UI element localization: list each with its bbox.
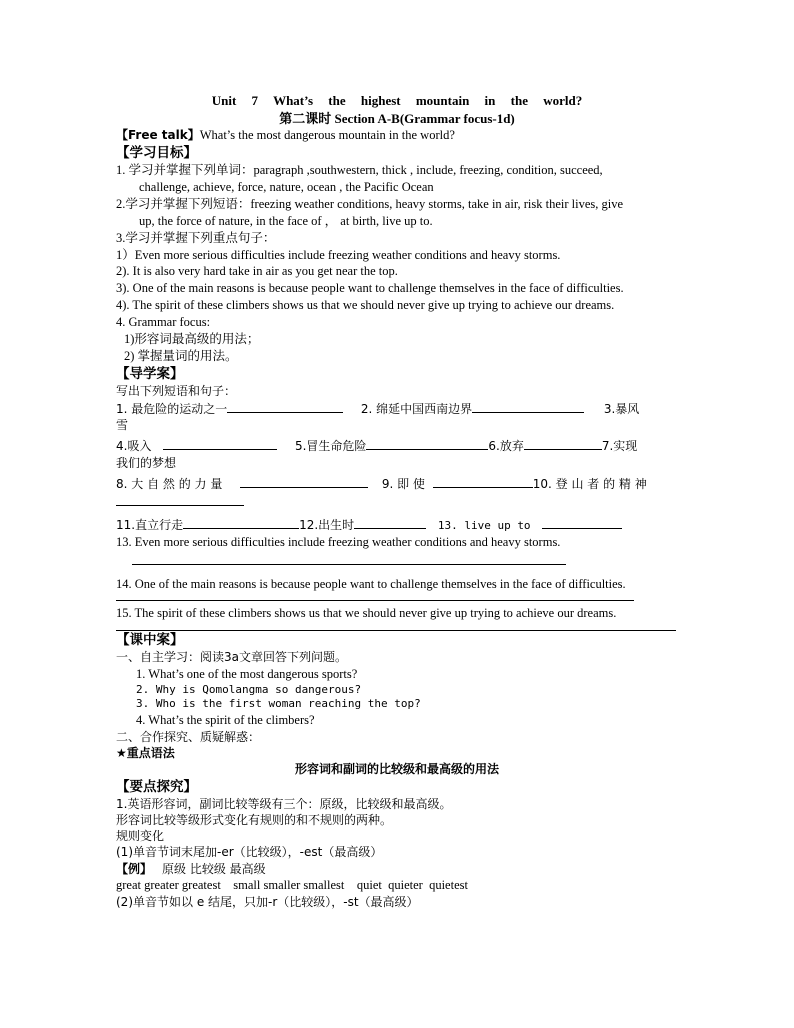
answer-line-14[interactable] <box>116 592 634 601</box>
answer-blank-4[interactable] <box>163 436 277 450</box>
goal-item-4: 4. Grammar focus: <box>116 315 211 330</box>
guide-q5-label: 5.冒生命危险 <box>294 439 367 454</box>
answer-line-13-row <box>116 551 678 570</box>
rule-2: (2)单音节如以 e 结尾，只加-r（比较级），-st（最高级） <box>116 894 419 909</box>
guide-q8-label: 8. 大 自 然 的 力 量 <box>116 476 223 491</box>
goal-item-1a: 1. 学习并掌握下列单词：paragraph ,southwestern, thick , include, freezing, condition, succeed, <box>116 163 603 178</box>
guide-q12-label: 12.出生时 <box>299 517 355 532</box>
guide-header: 【导学案】 <box>116 365 184 382</box>
grammar-focus-1: 1)形容词最高级的用法； <box>124 331 260 346</box>
goal-item-2a: 2.学习并掌握下列短语：freezing weather conditions, heavy storms, take in air, risk their lives, give <box>116 196 624 211</box>
title-line-1: Unit 7 What’s the highest mountain in the world? <box>211 93 583 108</box>
example-words: great greater greatest small smaller smallest quiet quieter quietest <box>116 877 468 892</box>
guide-sentence-14: 14. One of the main reasons is because people want to challenge themselves in the face of difficulties. <box>116 576 626 591</box>
answer-line-15[interactable] <box>116 622 676 631</box>
answer-blank-1[interactable] <box>227 399 343 413</box>
answer-blank-5[interactable] <box>366 436 488 450</box>
guide-q9-label: 9. 即 使 <box>381 476 425 491</box>
reading-question-3: 3. Who is the first woman reaching the top? <box>136 697 421 711</box>
guide-row-2 <box>116 436 678 454</box>
guide-q4-label: 4.吸入 <box>116 439 152 454</box>
explore-header: 【要点探究】 <box>116 778 197 795</box>
explore-point-2: 形容词比较等级形式变化有规则的和不规则的两种。 <box>116 813 393 828</box>
reading-questions <box>116 666 678 729</box>
guide-q1-label: 1. 最危险的运动之一 <box>116 402 228 417</box>
answer-line-13b[interactable] <box>312 551 414 565</box>
guide-row-4 <box>116 515 678 534</box>
example-line <box>116 861 678 877</box>
grammar-title: 形容词和副词的比较级和最高级的用法 <box>294 762 499 777</box>
free-talk-line <box>116 127 678 144</box>
guide-q10-label: 10. 登 山 者 的 精 神 <box>532 476 647 491</box>
answer-blank-6[interactable] <box>524 436 602 450</box>
guide-q3-cont: 雪 <box>116 418 129 433</box>
example-label: 【例】 <box>116 861 153 876</box>
key-grammar-label: ★重点语法 <box>116 746 175 761</box>
answer-blank-11[interactable] <box>183 515 299 529</box>
class-header: 【课中案】 <box>116 632 184 649</box>
self-study-line: 一、自主学习：阅读3a文章回答下列问题。 <box>116 650 347 665</box>
rule-1: (1)单音节词末尾加-er（比较级），-est（最高级） <box>116 845 383 860</box>
guide-q3-label: 3.暴风 <box>603 402 640 417</box>
reading-question-1: 1. What’s one of the most dangerous sports? <box>136 666 358 681</box>
reading-question-2: 2. Why is Qomolangma so dangerous? <box>136 682 362 696</box>
guide-q6-label: 6.放弃 <box>488 439 524 454</box>
free-talk-text: What’s the most dangerous mountain in the world? <box>199 128 455 143</box>
key-sentence-2: 2). It is also very hard take in air as you get near the top. <box>116 264 398 279</box>
example-heading: 原级 比较级 最高级 <box>162 861 266 876</box>
goals-header: 【学习目标】 <box>116 144 197 161</box>
guide-intro: 写出下列短语和句子： <box>116 383 237 398</box>
guide-sentence-15: 15. The spirit of these climbers shows us that we should never give up trying to achieve our dreams. <box>116 606 617 621</box>
explore-point-3: 规则变化 <box>116 829 165 844</box>
answer-blank-10[interactable] <box>116 492 244 506</box>
guide-row-3 <box>116 474 678 492</box>
answer-line-13c[interactable] <box>420 551 566 565</box>
free-talk-label: 【Free talk】 <box>116 128 200 143</box>
guide-q11-label: 11.直立行走 <box>116 517 184 532</box>
goal-item-2b: up, the force of nature, in the face of ， at birth, live up to. <box>139 213 433 228</box>
answer-blank-8[interactable] <box>240 474 368 488</box>
guide-q7-cont: 我们的梦想 <box>116 455 177 470</box>
answer-blank-2[interactable] <box>472 399 584 413</box>
cooperate-line: 二、合作探究、质疑解惑： <box>116 730 261 745</box>
guide-row-1 <box>116 399 678 417</box>
goal-item-3: 3.学习并掌握下列重点句子： <box>116 230 276 245</box>
grammar-focus-2: 2) 掌握量词的用法。 <box>124 348 238 363</box>
answer-blank-12[interactable] <box>354 515 426 529</box>
answer-line-13a[interactable] <box>132 551 312 565</box>
goal-item-1b: challenge, achieve, force, nature, ocean , the Pacific Ocean <box>139 180 434 195</box>
reading-question-4: 4. What’s the spirit of the climbers? <box>136 713 315 728</box>
guide-q7-label: 7.实现 <box>601 439 638 454</box>
guide-sentence-13: 13. Even more serious difficulties include freezing weather conditions and heavy storms. <box>116 534 561 549</box>
guide-q2-label: 2. 绵延中国西南边界 <box>360 402 473 417</box>
guide-q13-label: 13. live up to <box>437 518 531 532</box>
answer-blank-9[interactable] <box>433 474 533 488</box>
key-sentence-3: 3). One of the main reasons is because people want to challenge themselves in the face of difficulties. <box>116 281 624 296</box>
key-sentence-1: 1）Even more serious difficulties include freezing weather conditions and heavy storms. <box>116 247 561 262</box>
explore-point-1: 1.英语形容词，副词比较等级有三个：原级，比较级和最高级。 <box>116 796 452 811</box>
key-sentence-4: 4). The spirit of these climbers shows us that we should never give up trying to achieve our dreams. <box>116 298 615 313</box>
title-line-2: 第二课时 Section A-B(Grammar focus-1d) <box>279 110 515 126</box>
worksheet-content <box>116 92 678 910</box>
guide-row-3-cont <box>116 492 678 511</box>
answer-blank-13[interactable] <box>542 515 622 529</box>
